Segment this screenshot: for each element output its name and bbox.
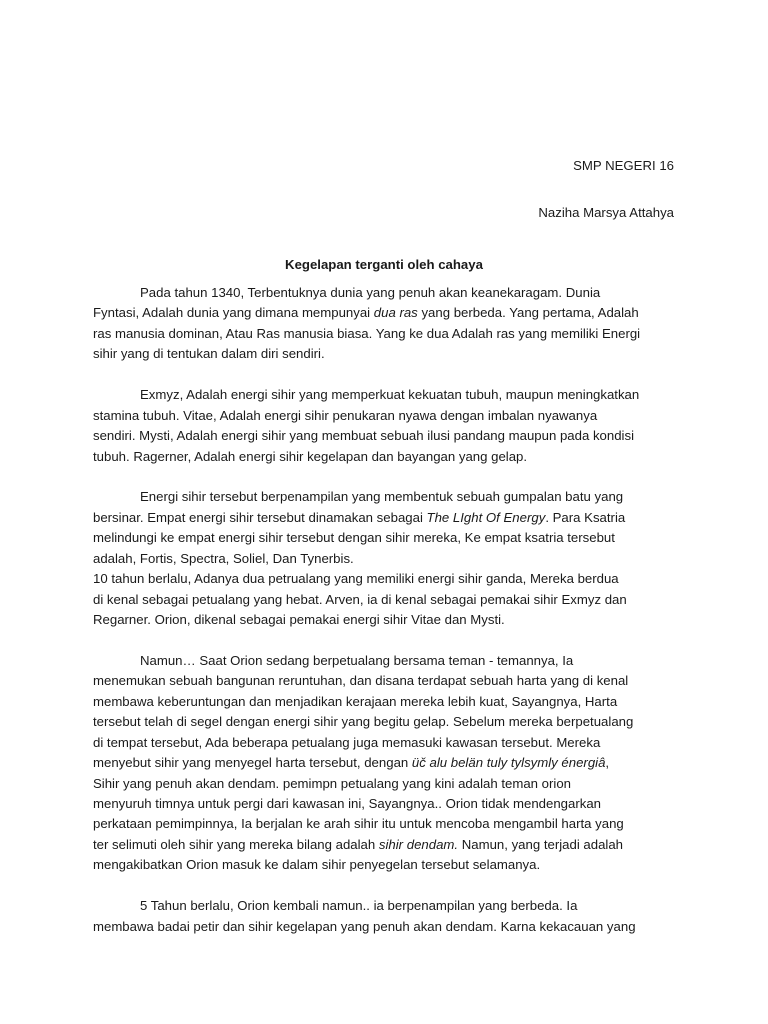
text-line: Regarner. Orion, dikenal sebagai pemakai energi sihir Vitae dan Mysti.	[93, 612, 505, 627]
text-line: ras manusia dominan, Atau Ras manusia biasa. Yang ke dua Adalah ras yang memiliki Energi	[93, 325, 641, 341]
text-segment: bersinar. Empat energi sihir tersebut dinamakan sebagai	[93, 509, 427, 525]
text-line: membawa keberuntungan dan menjadikan kerajaan mereka lebih kuat, Sayangnya, Harta	[93, 693, 618, 709]
paragraph-1	[93, 283, 683, 365]
text-line: Energi sihir tersebut berpenampilan yang membentuk sebuah gumpalan batu yang	[140, 489, 624, 505]
text-line	[93, 508, 683, 528]
italic-phrase: sihir dendam.	[378, 836, 459, 852]
text-segment: menyebut sihir yang menyegel harta tersebut, dengan	[93, 755, 412, 771]
paragraph-3	[93, 487, 683, 630]
paragraph-gap	[93, 630, 683, 650]
text-line: di tempat tersebut, Ada beberapa petualang juga memasuki kawasan tersebut. Mereka	[93, 734, 601, 750]
text-line: tubuh. Ragerner, Adalah energi sihir kegelapan dan bayangan yang gelap.	[93, 448, 528, 464]
text-line: adalah, Fortis, Spectra, Soliel, Dan Tynerbis.	[93, 550, 354, 566]
text-line: di kenal sebagai petualang yang hebat. Arven, ia di kenal sebagai pemakai sihir Exmyz dan	[93, 591, 627, 607]
text-line: membawa badai petir dan sihir kegelapan yang penuh akan dendam. Karna kekacauan yang	[93, 918, 636, 934]
paragraph-4	[93, 651, 683, 876]
text-line: Sihir yang penuh akan dendam. pemimpn petualang yang kini adalah teman orion	[93, 775, 572, 791]
text-line	[93, 753, 683, 773]
text-segment: ,	[605, 755, 610, 771]
text-line: tersebut telah di segel dengan energi sihir yang begitu gelap. Sebelum mereka berpetualang	[93, 714, 634, 730]
text-segment: Fyntasi, Adalah dunia yang dimana mempunyai	[93, 305, 374, 321]
text-line: 10 tahun berlalu, Adanya dua petrualang yang memiliki energi sihir ganda, Mereka berdua	[93, 571, 619, 587]
text-line: Pada tahun 1340, Terbentuknya dunia yang penuh akan keanekaragam. Dunia	[140, 285, 601, 300]
text-segment: Namun, yang terjadi adalah	[458, 836, 624, 852]
text-segment: . Para Ksatria	[545, 509, 626, 525]
document-title: Kegelapan terganti oleh cahaya	[285, 257, 483, 272]
paragraph-gap	[93, 876, 683, 896]
text-line: menemukan sebuah bangunan reruntuhan, dan disana terdapat sebuah harta yang di kenal	[93, 673, 629, 689]
text-line: sendiri. Mysti, Adalah energi sihir yang membuat sebuah ilusi pandang maupun pada kondisi	[93, 428, 635, 444]
paragraph-2	[93, 385, 683, 467]
italic-phrase: The LIght Of Energy	[426, 509, 546, 525]
document-body	[93, 283, 683, 937]
text-line: Namun… Saat Orion sedang berpetualang bersama teman - temannya, Ia	[140, 652, 574, 668]
text-line: sihir yang di tentukan dalam diri sendiri.	[93, 346, 325, 362]
paragraph-5	[93, 896, 683, 937]
text-line: menyuruh timnya untuk pergi dari kawasan ini, Sayangnya.. Orion tidak mendengarkan	[93, 795, 602, 811]
text-line	[93, 303, 683, 323]
text-line: perkataan pemimpinnya, Ia berjalan ke arah sihir itu untuk mencoba mengambil harta yang	[93, 816, 624, 832]
italic-phrase: üč alu belän tuly tylsymly énergiâ	[411, 755, 606, 771]
author-name: Naziha Marsya Attahya	[538, 205, 674, 220]
text-line: melindungi ke empat energi sihir tersebut dengan sihir mereka, Ke empat ksatria tersebut	[93, 530, 615, 546]
text-line	[93, 835, 683, 855]
text-segment: ter selimuti oleh sihir yang mereka bilang adalah	[93, 836, 379, 852]
text-line: Exmyz, Adalah energi sihir yang memperkuat kekuatan tubuh, maupun meningkatkan	[140, 387, 640, 403]
paragraph-gap	[93, 365, 683, 385]
text-line: stamina tubuh. Vitae, Adalah energi sihir penukaran nyawa dengan imbalan nyawanya	[93, 407, 598, 423]
paragraph-gap	[93, 467, 683, 487]
text-segment: yang berbeda. Yang pertama, Adalah	[417, 305, 639, 321]
school-name: SMP NEGERI 16	[573, 158, 674, 173]
text-line: 5 Tahun berlalu, Orion kembali namun.. ia berpenampilan yang berbeda. Ia	[140, 898, 578, 914]
italic-phrase: dua ras	[373, 305, 418, 321]
text-line: mengakibatkan Orion masuk ke dalam sihir penyegelan tersebut selamanya.	[93, 857, 541, 873]
